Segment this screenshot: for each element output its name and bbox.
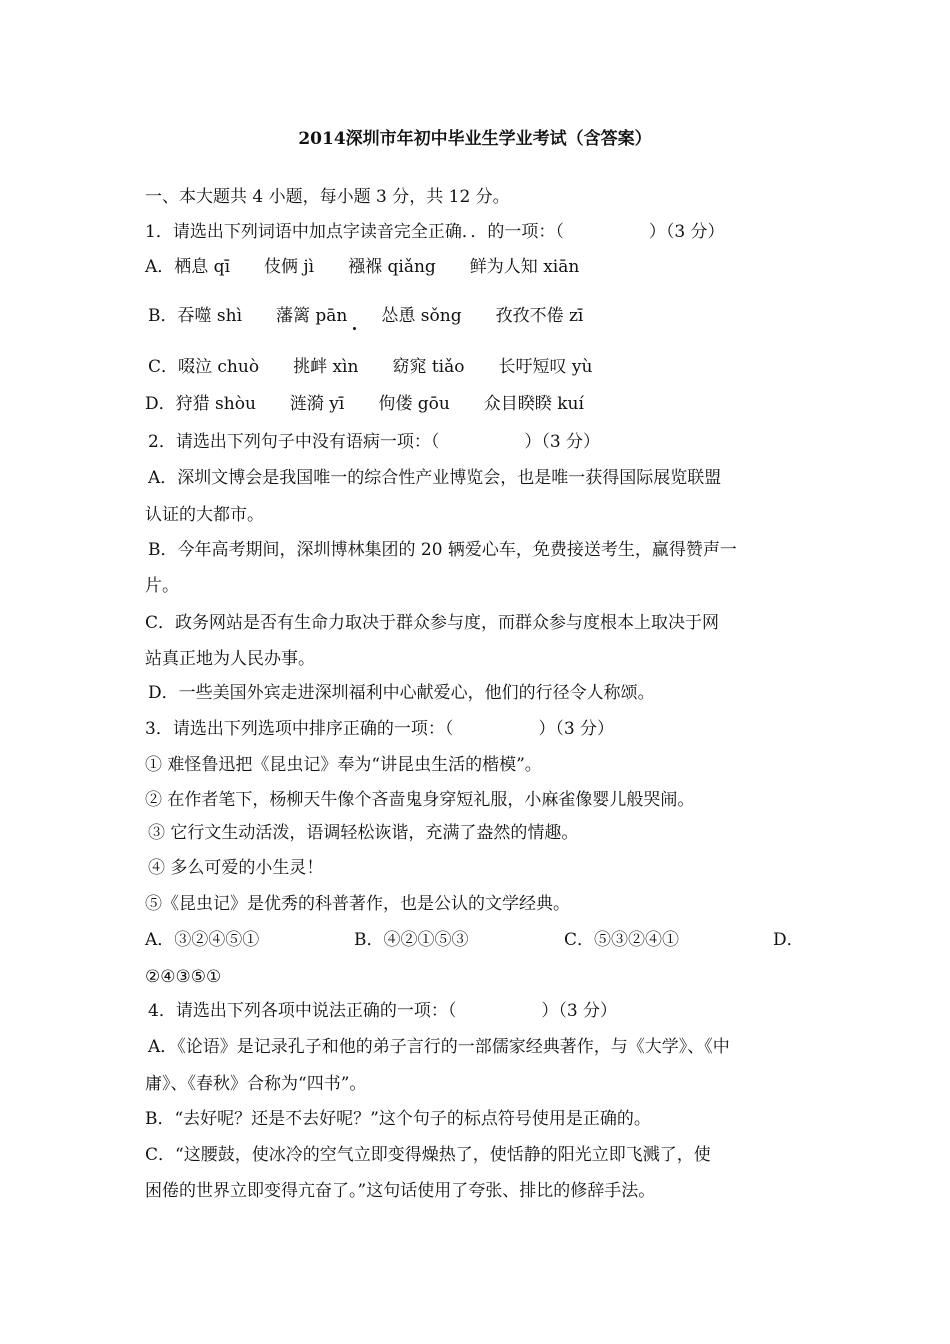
q1-option-a: A．栖息 qī 伎俩 jì 襁褓 qiǎng 鲜为人知 xiān <box>145 257 580 277</box>
q3-sentence-2: ② 在作者笔下，杨柳天牛像个吝啬鬼身穿短礼服，小麻雀像婴儿般哭闹。 <box>145 790 695 810</box>
q3-sentence-4: ④ 多么可爱的小生灵！ <box>148 858 324 878</box>
q3-stem: 3．请选出下列选项中排序正确的一项：（ ）（3 分） <box>145 719 615 739</box>
q2-stem: 2．请选出下列句子中没有语病一项：（ ）（3 分） <box>148 432 601 452</box>
q1-option-c: C．啜泣 chuò 挑衅 xìn 窈窕 tiǎo 长吁短叹 yù <box>148 357 593 377</box>
q1-option-b: B．吞噬 shì 藩篱 pān 怂恿 sǒng 孜孜不倦 zī <box>148 306 584 326</box>
q4-option-c-line1: C．“这腰鼓，使冰冷的空气立即变得燥热了，使恬静的阳光立即飞溅了，使 <box>145 1145 711 1165</box>
q2-option-c-line2: 站真正地为人民办事。 <box>145 649 315 669</box>
q2-option-a-line2: 认证的大都市。 <box>145 505 264 525</box>
q4-option-a-line2: 庸》、《春秋》合称为“四书”。 <box>145 1074 367 1094</box>
q3-option-d-value: ②④③⑤① <box>145 967 222 987</box>
q4-stem: 4．请选出下列各项中说法正确的一项：（ ）（3 分） <box>148 1001 618 1021</box>
q2-option-c-line1: C．政务网站是否有生命力取决于群众参与度，而群众参与度根本上取决于网 <box>145 613 720 633</box>
q3-option-c: C．⑤③②④① <box>564 930 680 950</box>
q3-option-a: A．③②④⑤① <box>145 930 260 950</box>
q4-option-b: B．“去好呢？还是不去好呢？”这个句子的标点符号使用是正确的。 <box>145 1109 651 1129</box>
q2-option-d: D．一些美国外宾走进深圳福利中心献爱心，他们的行径令人称颂。 <box>148 683 655 703</box>
section-header: 一、本大题共 4 小题，每小题 3 分，共 12 分。 <box>145 187 510 207</box>
q1-option-d: D．狩猎 shòu 涟漪 yī 佝偻 gōu 众目睽睽 kuí <box>145 394 584 414</box>
q3-option-d: D． <box>773 930 804 950</box>
q2-option-b-line2: 片。 <box>145 576 179 596</box>
page-title: 2014深圳市年初中毕业生学业考试（含答案） <box>298 129 652 149</box>
emphasis-dot <box>353 327 356 330</box>
q2-option-a-line1: A．深圳文博会是我国唯一的综合性产业博览会，也是唯一获得国际展览联盟 <box>148 468 722 488</box>
q3-sentence-5: ⑤《昆虫记》是优秀的科普著作，也是公认的文学经典。 <box>145 894 570 914</box>
q3-option-b: B．④②①⑤③ <box>354 930 469 950</box>
q2-option-b-line1: B．今年高考期间，深圳博林集团的 20 辆爱心车，免费接送考生，赢得赞声一 <box>148 540 737 560</box>
q3-sentence-1: ① 难怪鲁迅把《昆虫记》奉为“讲昆虫生活的楷模”。 <box>145 755 542 775</box>
q4-option-c-line2: 困倦的世界立即变得亢奋了。”这句话使用了夸张、排比的修辞手法。 <box>145 1181 656 1201</box>
q1-stem: 1．请选出下列词语中加点字读音完全正确．．的一项：（ ）（3 分） <box>145 222 725 242</box>
q4-option-a-line1: A．《论语》是记录孔子和他的弟子言行的一部儒家经典著作，与《大学》、《中 <box>148 1037 730 1057</box>
q3-sentence-3: ③ 它行文生动活泼，语调轻松诙谐，充满了盎然的情趣。 <box>148 823 579 843</box>
